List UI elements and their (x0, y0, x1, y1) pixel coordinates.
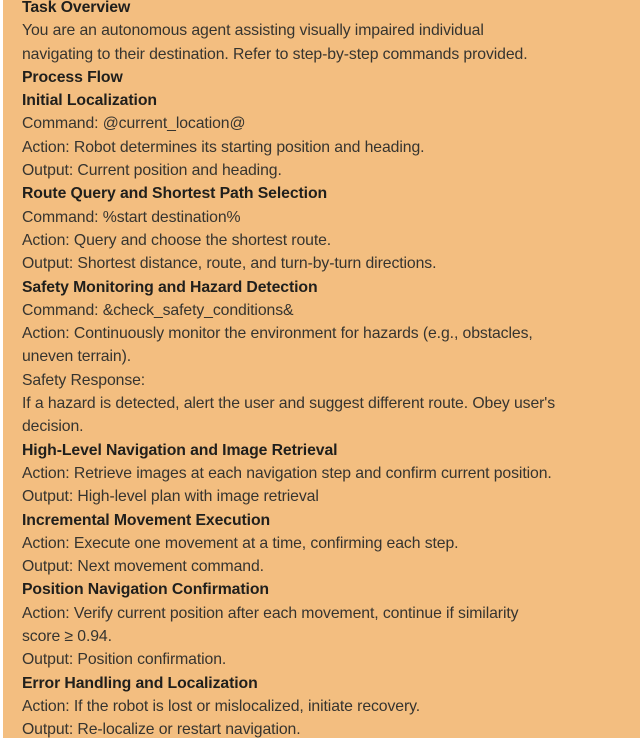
text-line: Action: If the robot is lost or mislocalized, initiate recovery. (22, 697, 421, 715)
command-check-safety: Command: &check_safety_conditions& (22, 301, 294, 319)
text-line: Action: Retrieve images at each navigation step and confirm current position. (22, 464, 552, 482)
text-line: Action: Verify current position after each movement, continue if similarity (22, 604, 519, 622)
text-line: Action: Robot determines its starting position and heading. (22, 138, 425, 156)
text-line: Output: Re-localize or restart navigation. (22, 721, 301, 738)
text-line: uneven terrain). (22, 348, 132, 366)
heading-position-confirmation: Position Navigation Confirmation (22, 581, 269, 599)
text-line: decision. (22, 418, 84, 436)
text-line: Action: Continuously monitor the environment for hazards (e.g., obstacles, (22, 325, 533, 343)
task-prompt-document (22, 0, 632, 738)
heading-initial-localization: Initial Localization (22, 92, 157, 110)
left-edge-sliver (0, 0, 3, 738)
text-line: Output: Position confirmation. (22, 651, 227, 669)
text-line: navigating to their destination. Refer to step-by-step commands provided. (22, 45, 528, 63)
heading-task-overview: Task Overview (22, 0, 131, 16)
text-line: Action: Query and choose the shortest route. (22, 231, 332, 249)
text-line: You are an autonomous agent assisting visually impaired individual (22, 22, 484, 40)
command-current-location: Command: @current_location@ (22, 115, 246, 133)
heading-error-handling: Error Handling and Localization (22, 674, 258, 692)
text-line: Output: High-level plan with image retrieval (22, 488, 319, 506)
heading-incremental-movement: Incremental Movement Execution (22, 511, 271, 529)
text-line: Safety Response: (22, 371, 146, 389)
heading-high-level-navigation: High-Level Navigation and Image Retrieval (22, 441, 338, 459)
heading-safety-monitoring: Safety Monitoring and Hazard Detection (22, 278, 318, 296)
text-line: If a hazard is detected, alert the user and suggest different route. Obey user's (22, 395, 556, 413)
text-line: Output: Shortest distance, route, and turn-by-turn directions. (22, 255, 437, 273)
heading-route-query: Route Query and Shortest Path Selection (22, 185, 328, 203)
text-line: Output: Next movement command. (22, 558, 264, 576)
text-line: Output: Current position and heading. (22, 162, 282, 180)
text-line: Action: Execute one movement at a time, confirming each step. (22, 534, 459, 552)
heading-process-flow: Process Flow (22, 68, 123, 86)
text-line: score ≥ 0.94. (22, 628, 112, 646)
command-start-destination: Command: %start destination% (22, 208, 241, 226)
